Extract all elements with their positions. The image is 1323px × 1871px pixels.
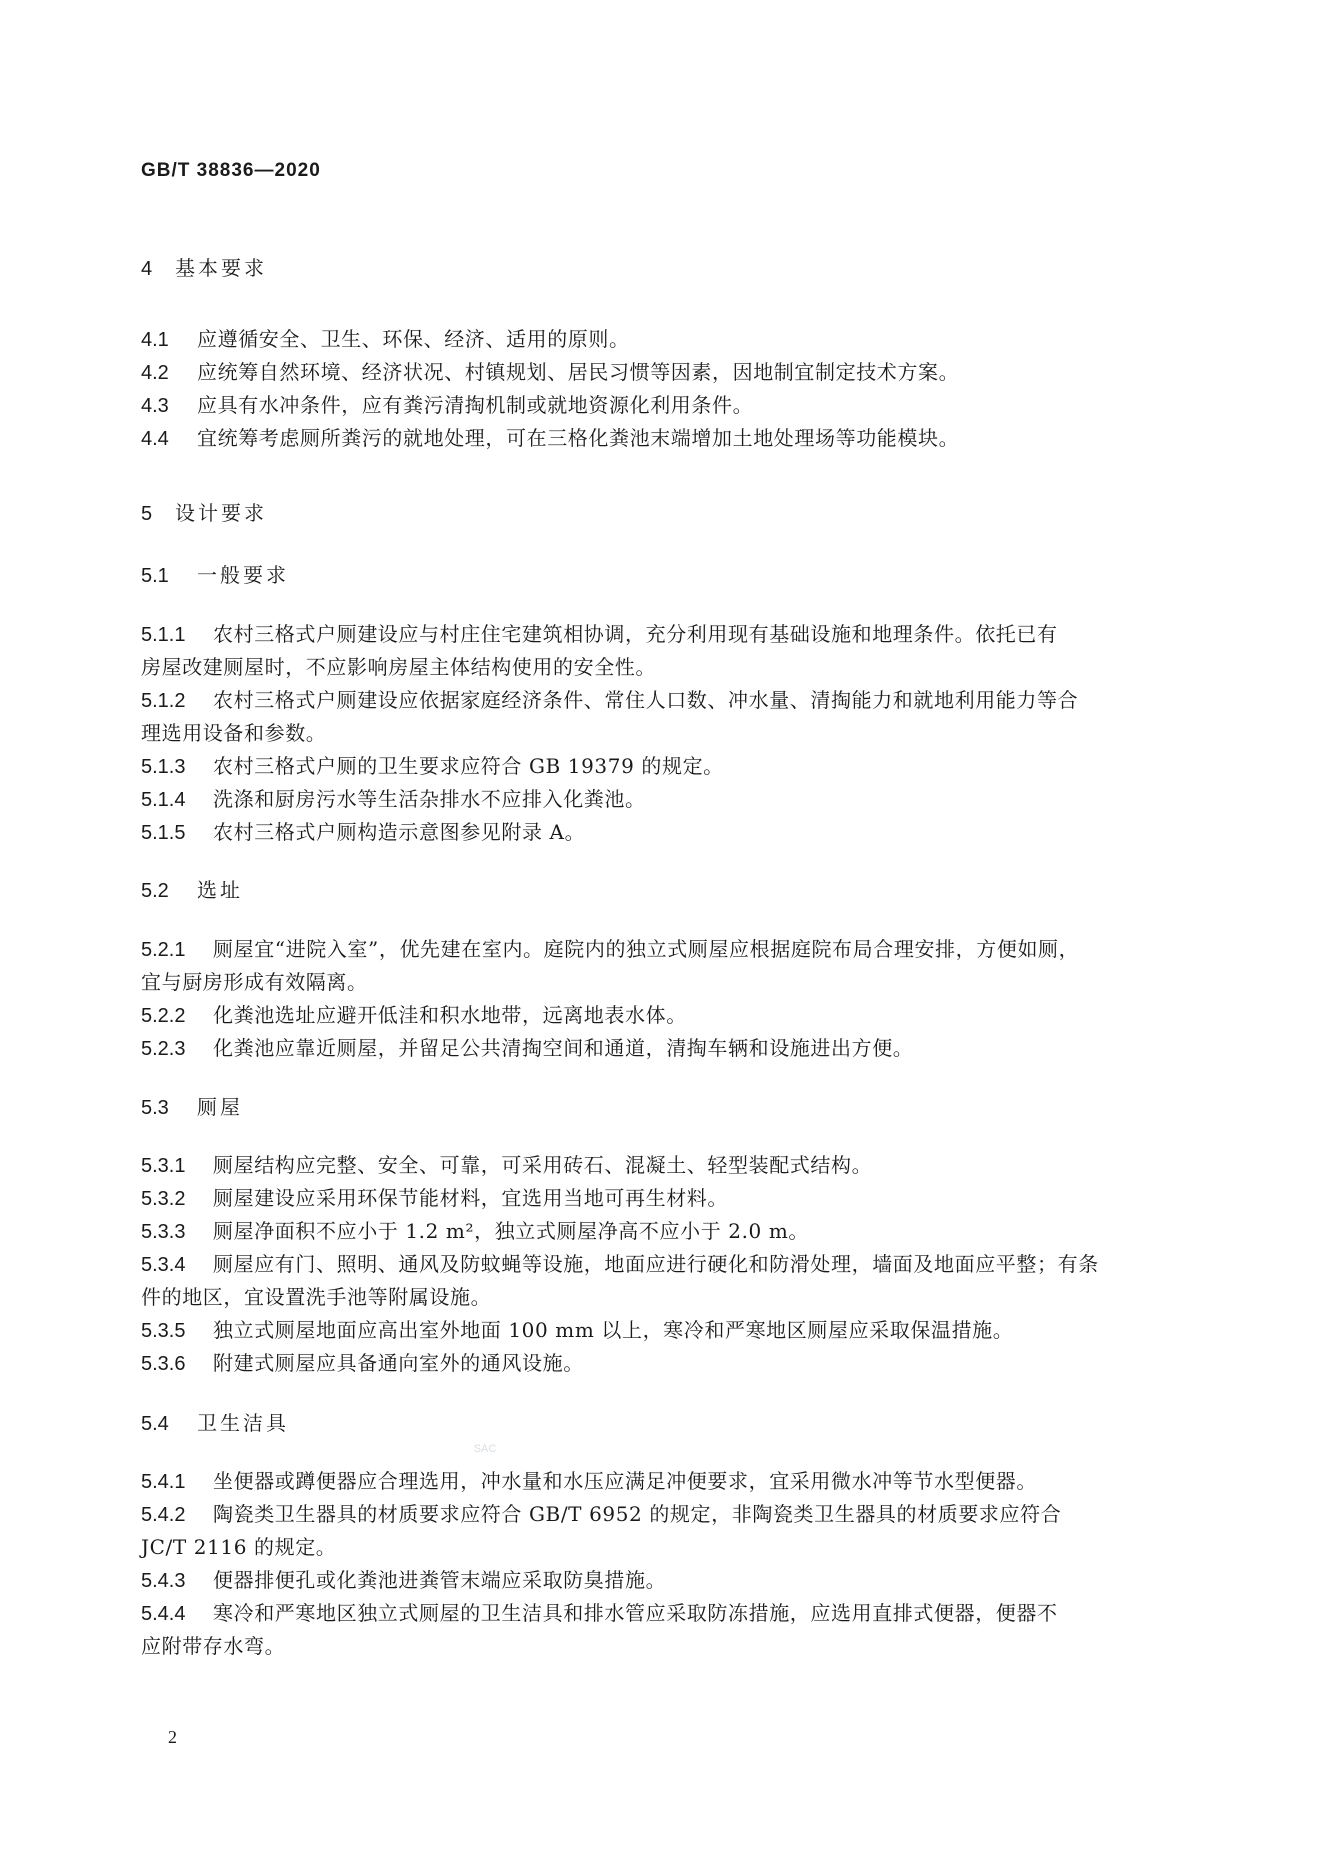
sac-watermark: SAC bbox=[473, 1443, 497, 1455]
clause-5-2-1-cont: 宜与厨房形成有效隔离。 bbox=[141, 970, 368, 994]
clause-5-3-4: 5.3.4 厕屋应有门、照明、通风及防蚊蝇等设施，地面应进行硬化和防滑处理，墙面及地面应平整；有条 bbox=[141, 1252, 1099, 1276]
clause-5-2-2: 5.2.2 化粪池选址应避开低洼和积水地带，远离地表水体。 bbox=[141, 1003, 687, 1027]
clause-5-4-2: 5.4.2 陶瓷类卫生器具的材质要求应符合 GB/T 6952 的规定，非陶瓷类卫生器具的材质要求应符合 bbox=[141, 1502, 1062, 1526]
clause-5-3-1: 5.3.1 厕屋结构应完整、安全、可靠，可采用砖石、混凝土、轻型装配式结构。 bbox=[141, 1153, 873, 1177]
section-heading-5: 5 设计要求 bbox=[141, 501, 267, 525]
clause-5-1-1-cont: 房屋改建厕屋时，不应影响房屋主体结构使用的安全性。 bbox=[141, 655, 656, 679]
clause-5-4-2-cont: JC/T 2116 的规定。 bbox=[141, 1535, 337, 1559]
subsection-heading-5-3: 5.3 厕屋 bbox=[141, 1095, 243, 1119]
clause-5-4-3: 5.4.3 便器排便孔或化粪池进粪管末端应采取防臭措施。 bbox=[141, 1568, 667, 1592]
clause-5-1-2-cont: 理选用设备和参数。 bbox=[141, 721, 327, 745]
standard-code: GB/T 38836—2020 bbox=[141, 160, 321, 181]
clause-4-2: 4.2 应统筹自然环境、经济状况、村镇规划、居民习惯等因素，因地制宜制定技术方案。 bbox=[141, 360, 960, 384]
clause-5-3-6: 5.3.6 附建式厕屋应具备通向室外的通风设施。 bbox=[141, 1351, 584, 1375]
subsection-heading-5-2: 5.2 选址 bbox=[141, 878, 243, 902]
page-number: 2 bbox=[168, 1727, 177, 1747]
clause-5-1-5: 5.1.5 农村三格式户厕构造示意图参见附录 A。 bbox=[141, 820, 586, 844]
section-heading-4: 4 基本要求 bbox=[141, 256, 267, 280]
clause-4-1: 4.1 应遵循安全、卫生、环保、经济、适用的原则。 bbox=[141, 327, 630, 351]
clause-5-1-1: 5.1.1 农村三格式户厕建设应与村庄住宅建筑相协调，充分利用现有基础设施和地理条件。依托已有 bbox=[141, 622, 1058, 646]
clause-5-4-4-cont: 应附带存水弯。 bbox=[141, 1634, 286, 1658]
clause-5-3-5: 5.3.5 独立式厕屋地面应高出室外地面 100 mm 以上，寒冷和严寒地区厕屋应采取保温措施。 bbox=[141, 1318, 1014, 1342]
clause-5-4-4: 5.4.4 寒冷和严寒地区独立式厕屋的卫生洁具和排水管应采取防冻措施，应选用直排式便器，便器不 bbox=[141, 1601, 1058, 1625]
clause-4-4: 4.4 宜统筹考虑厕所粪污的就地处理，可在三格化粪池末端增加土地处理场等功能模块。 bbox=[141, 426, 960, 450]
clause-5-1-4: 5.1.4 洗涤和厨房污水等生活杂排水不应排入化粪池。 bbox=[141, 787, 646, 811]
clause-5-3-3: 5.3.3 厕屋净面积不应小于 1.2 m²，独立式厕屋净高不应小于 2.0 m。 bbox=[141, 1219, 809, 1243]
clause-5-1-2: 5.1.2 农村三格式户厕建设应依据家庭经济条件、常住人口数、冲水量、清掏能力和就地利用能力等合 bbox=[141, 688, 1079, 712]
clause-5-2-1: 5.2.1 厕屋宜“进院入室”，优先建在室内。庭院内的独立式厕屋应根据庭院布局合理安排，方便如厕， bbox=[141, 937, 1080, 961]
clause-4-3: 4.3 应具有水冲条件，应有粪污清掏机制或就地资源化利用条件。 bbox=[141, 393, 754, 417]
clause-5-1-3: 5.1.3 农村三格式户厕的卫生要求应符合 GB 19379 的规定。 bbox=[141, 754, 724, 778]
clause-5-4-1: 5.4.1 坐便器或蹲便器应合理选用，冲水量和水压应满足冲便要求，宜采用微水冲等节水型便器。 bbox=[141, 1469, 1037, 1493]
subsection-heading-5-4: 5.4 卫生洁具 bbox=[141, 1411, 289, 1435]
clause-5-2-3: 5.2.3 化粪池应靠近厕屋，并留足公共清掏空间和通道，清掏车辆和设施进出方便。 bbox=[141, 1036, 914, 1060]
clause-5-3-2: 5.3.2 厕屋建设应采用环保节能材料，宜选用当地可再生材料。 bbox=[141, 1186, 728, 1210]
clause-5-3-4-cont: 件的地区，宜设置洗手池等附属设施。 bbox=[141, 1285, 492, 1309]
subsection-heading-5-1: 5.1 一般要求 bbox=[141, 563, 289, 587]
